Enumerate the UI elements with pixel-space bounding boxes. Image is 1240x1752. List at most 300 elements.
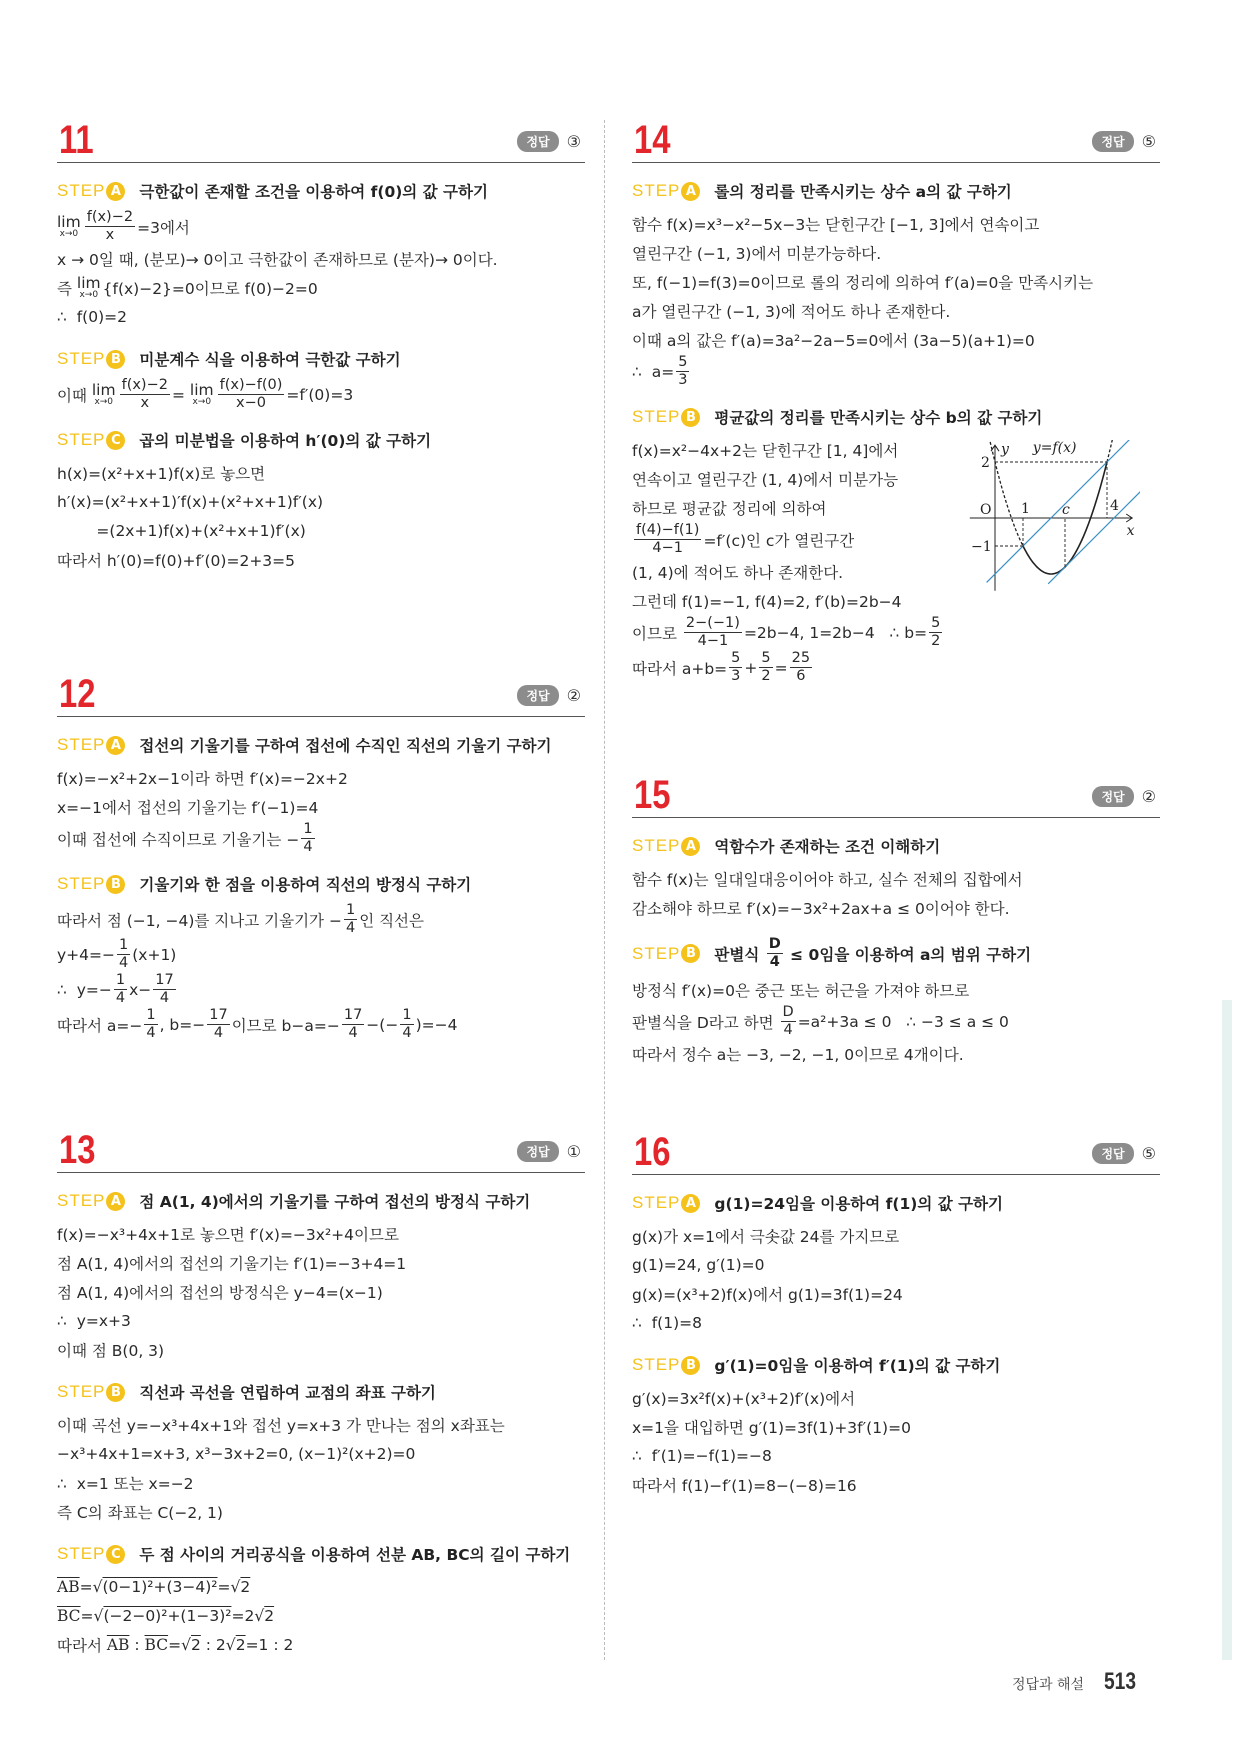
fraction xyxy=(117,937,130,972)
solution-line xyxy=(57,1601,585,1630)
step-title xyxy=(139,429,431,451)
graph-label-x1: 1 xyxy=(1021,501,1030,517)
text-run: ∴ f(0)=2 xyxy=(57,307,127,326)
denominator: 4 xyxy=(783,1022,793,1038)
text-run: x → 0일 때, (분모)→ 0이고 극한값이 존재하므로 (분자)→ 0이다. xyxy=(57,250,498,269)
solution-line xyxy=(57,487,585,516)
solution-line xyxy=(57,1335,585,1364)
answer-badge: 정답 xyxy=(1092,786,1133,807)
solution-line xyxy=(632,493,952,522)
problem-number: 16 xyxy=(634,1130,671,1174)
segment-name: $\overline{BC}$ xyxy=(57,1606,81,1625)
step-heading xyxy=(57,1540,585,1568)
text-run: 하므로 평균값 정리에 의하여 xyxy=(632,499,827,518)
solution-line xyxy=(632,615,952,650)
solution-line xyxy=(632,435,952,464)
solution-line xyxy=(632,650,952,685)
text-run: 직선과 곡선을 연립하여 교점의 좌표 구하기 xyxy=(139,1384,436,1402)
step-letter-icon: C xyxy=(106,1545,125,1564)
text-run: 점 A(1, 4)에서의 기울기를 구하여 접선의 방정식 구하기 xyxy=(139,1193,531,1211)
solution-line xyxy=(632,1441,1160,1470)
fraction xyxy=(85,209,135,244)
solution-line xyxy=(57,1007,585,1042)
step-letter-icon: A xyxy=(106,1192,125,1211)
text-run: : xyxy=(129,1635,145,1654)
step-title xyxy=(139,1381,436,1403)
problem-12 xyxy=(57,672,585,1042)
text-run: g(1)=24임을 이용하여 f(1)의 값 구하기 xyxy=(714,1195,1003,1213)
numerator: f(x)−2 xyxy=(121,377,168,393)
fraction xyxy=(729,650,742,685)
step-label: STEP xyxy=(57,181,106,200)
denominator: x xyxy=(140,395,150,411)
step-heading xyxy=(632,936,1160,971)
denominator: 4−1 xyxy=(697,633,729,649)
denominator: 6 xyxy=(796,668,806,684)
lim-word: lim xyxy=(189,381,214,399)
denominator: 4 xyxy=(345,920,356,936)
step-title xyxy=(139,180,488,202)
text-run: 이므로 xyxy=(632,624,682,643)
fraction xyxy=(767,936,783,971)
text-run: 따라서 h′(0)=f(0)+f′(0)=2+3=5 xyxy=(57,551,296,570)
solution-line xyxy=(57,516,585,545)
step-label: STEP xyxy=(632,1193,681,1212)
fraction xyxy=(781,1004,796,1039)
text-run: 이때 점 B(0, 3) xyxy=(57,1341,165,1360)
numerator: 1 xyxy=(146,1007,156,1023)
step-title xyxy=(139,1190,530,1212)
fraction xyxy=(342,1007,364,1042)
solution-line xyxy=(57,1410,585,1439)
solution-line xyxy=(632,893,1160,922)
numerator: 1 xyxy=(345,902,356,918)
denominator: x−0 xyxy=(236,395,266,411)
step-label: STEP xyxy=(57,1382,106,1401)
graph-label-ym1: −1 xyxy=(971,539,992,555)
step-letter-icon: A xyxy=(681,1194,700,1213)
step-label: STEP xyxy=(632,836,681,855)
solution-line xyxy=(632,1470,1160,1499)
step-label: STEP xyxy=(57,1191,106,1210)
radicand: 2 xyxy=(190,1635,201,1654)
problem-number: 13 xyxy=(59,1128,96,1172)
solution-line xyxy=(632,1412,1160,1441)
numerator: D xyxy=(768,936,781,952)
problem-number: 15 xyxy=(634,773,671,817)
text-run: 함수 f(x)=x³−x²−5x−3는 닫힌구간 [−1, 3]에서 연속이고 xyxy=(632,215,1040,234)
solution-line xyxy=(57,1572,585,1601)
step-heading xyxy=(632,832,1160,860)
text-run: f(x)=−x³+4x+1로 놓으면 f′(x)=−3x²+4이므로 xyxy=(57,1225,399,1244)
step-label: STEP xyxy=(57,1544,106,1563)
solution-line xyxy=(57,1439,585,1468)
problem-number: 11 xyxy=(59,118,94,162)
numerator: 17 xyxy=(155,972,174,988)
step-title xyxy=(139,1543,570,1565)
text-run: =1 : 2 xyxy=(245,1635,294,1654)
denominator: 4 xyxy=(769,954,780,970)
text-run: 따라서 점 (−1, −4)를 지나고 기울기가 − xyxy=(57,911,342,930)
problem-header xyxy=(57,118,585,163)
solution-line xyxy=(632,1279,1160,1308)
text-run: ∴ a= xyxy=(632,362,675,381)
step-heading xyxy=(57,870,585,898)
text-run: ∴ y=− xyxy=(57,980,112,999)
text-run: 곱의 미분법을 이용하여 h′(0)의 값 구하기 xyxy=(139,432,432,450)
step-label: STEP xyxy=(632,1355,681,1374)
graph-label-origin: O xyxy=(980,502,992,518)
text-run: 극한값이 존재할 조건을 이용하여 f(0)의 값 구하기 xyxy=(139,183,488,201)
limit xyxy=(92,382,116,407)
lim-subscript: x→0 xyxy=(192,397,212,407)
answer xyxy=(1092,786,1156,807)
solution-line xyxy=(632,354,1160,389)
solution-line xyxy=(632,522,952,557)
fraction xyxy=(144,1007,157,1042)
solution-line xyxy=(632,586,952,615)
text-run: 이때 곡선 y=−x³+4x+1와 접선 y=x+3 가 만나는 점의 x좌표는 xyxy=(57,1416,505,1435)
step-label: STEP xyxy=(57,349,106,368)
fraction xyxy=(120,377,170,412)
step-block xyxy=(632,936,1160,1068)
solution-line xyxy=(632,557,952,586)
solution-line xyxy=(632,1383,1160,1412)
text-run: 이때 접선에 수직이므로 기울기는 − xyxy=(57,830,300,849)
answer-choice: ⑤ xyxy=(1141,1144,1156,1163)
step-label: STEP xyxy=(632,407,681,426)
text-run: 따라서 정수 a는 −3, −2, −1, 0이므로 4개이다. xyxy=(632,1045,964,1064)
segment-name: $\overline{BC}$ xyxy=(144,1635,169,1654)
square-root xyxy=(231,1578,251,1596)
answer-badge: 정답 xyxy=(517,131,558,152)
step-block xyxy=(632,832,1160,922)
step-label: STEP xyxy=(632,181,681,200)
step-heading xyxy=(57,1378,585,1406)
text-run: 역함수가 존재하는 조건 이해하기 xyxy=(714,838,941,856)
step-letter-icon: A xyxy=(106,182,125,201)
fraction xyxy=(114,972,127,1007)
numerator: 1 xyxy=(402,1007,412,1023)
step-title xyxy=(139,873,471,895)
lim-word: lim xyxy=(76,274,101,292)
text-run: 판별식 xyxy=(714,945,765,964)
text-run: =(2x+1)f(x)+(x²+x+1)f′(x) xyxy=(57,521,306,540)
text-run: 즉 C의 좌표는 C(−2, 1) xyxy=(57,1503,223,1522)
step-heading xyxy=(57,426,585,454)
step-heading xyxy=(632,1189,1160,1217)
text-run: : 2 xyxy=(200,1635,226,1654)
step-heading xyxy=(632,177,1160,205)
numerator: 5 xyxy=(931,615,941,631)
text-run: = xyxy=(80,1606,94,1625)
solution-line xyxy=(632,975,1160,1004)
text-run: f(x)=−x²+2x−1이라 하면 f′(x)=−2x+2 xyxy=(57,769,348,788)
text-run: 열린구간 (−1, 3)에서 미분가능하다. xyxy=(632,244,882,263)
step-block xyxy=(632,1351,1160,1499)
text-run: h(x)=(x²+x+1)f(x)로 놓으면 xyxy=(57,464,266,483)
square-root xyxy=(254,1607,274,1625)
solution-line xyxy=(57,1219,585,1248)
text-run: 기울기와 한 점을 이용하여 직선의 방정식 구하기 xyxy=(139,876,472,894)
text-run: x− xyxy=(129,980,152,999)
step-letter-icon: A xyxy=(681,182,700,201)
answer-badge: 정답 xyxy=(1092,1143,1133,1164)
text-run: 판별식을 D라고 하면 xyxy=(632,1013,779,1032)
problem-16 xyxy=(632,1130,1160,1499)
text-run: = xyxy=(217,1577,231,1596)
limit xyxy=(57,214,81,239)
radicand: 2 xyxy=(235,1635,246,1654)
graph-label-c: c xyxy=(1062,502,1070,518)
problem-header xyxy=(632,118,1160,163)
graph-label-x-axis: x xyxy=(1126,523,1135,539)
answer-choice: ③ xyxy=(566,132,581,151)
step-letter-icon: B xyxy=(106,350,125,369)
segment-name: $\overline{AB}$ xyxy=(57,1577,80,1596)
limit xyxy=(77,275,101,300)
fraction xyxy=(400,1007,413,1042)
text-run: 평균값의 정리를 만족시키는 상수 b의 값 구하기 xyxy=(714,409,1043,427)
text-run: 따라서 a+b= xyxy=(632,659,728,678)
numerator: 2−(−1) xyxy=(685,615,740,631)
text-run: =2 xyxy=(231,1606,255,1625)
denominator: 4 xyxy=(159,990,170,1006)
step-heading xyxy=(57,345,585,373)
square-root xyxy=(181,1636,201,1654)
step-title xyxy=(714,835,940,857)
text-run: (x+1) xyxy=(132,945,177,964)
step-block xyxy=(57,731,585,856)
numerator: 17 xyxy=(343,1007,363,1023)
solution-line xyxy=(632,209,1160,238)
problem-header xyxy=(57,1128,585,1173)
numerator: 25 xyxy=(791,650,811,666)
text-run: y+4=− xyxy=(57,945,115,964)
radicand: 2 xyxy=(264,1606,275,1625)
step-block xyxy=(57,426,585,574)
problem-13 xyxy=(57,1128,585,1659)
page-footer xyxy=(1012,1668,1140,1696)
denominator: 4 xyxy=(303,839,313,855)
text-run: −(− xyxy=(366,1015,399,1034)
text-run: =3에서 xyxy=(137,218,190,237)
text-run: x=−1에서 접선의 기울기는 f′(−1)=4 xyxy=(57,798,319,817)
step-heading xyxy=(632,403,1160,431)
step-title xyxy=(714,1354,1000,1376)
answer-choice: ② xyxy=(566,686,581,705)
solution-line xyxy=(57,273,585,302)
text-run: + xyxy=(744,658,758,677)
fraction xyxy=(301,821,314,856)
text-run: =2b−4, 1=2b−4 ∴ b= xyxy=(743,623,928,642)
answer-badge: 정답 xyxy=(1092,131,1133,152)
numerator: 1 xyxy=(119,937,129,953)
text-run: g(x)가 x=1에서 극솟값 24를 가지므로 xyxy=(632,1227,900,1246)
solution-line xyxy=(57,821,585,856)
step-letter-icon: B xyxy=(106,1383,125,1402)
step-letter-icon: C xyxy=(106,431,125,450)
fraction xyxy=(684,615,742,650)
solution-line xyxy=(632,267,1160,296)
step-heading xyxy=(57,731,585,759)
solution-line xyxy=(632,1004,1160,1039)
problem-header xyxy=(57,672,585,717)
text-run: ∴ f(1)=8 xyxy=(632,1313,702,1332)
step-letter-icon: B xyxy=(106,875,125,894)
numerator: f(x)−f(0) xyxy=(219,377,283,393)
limit xyxy=(190,382,214,407)
text-run: 점 A(1, 4)에서의 접선의 기울기는 f′(1)=−3+4=1 xyxy=(57,1254,407,1273)
denominator: 4 xyxy=(119,955,129,971)
segment-name: $\overline{AB}$ xyxy=(106,1635,130,1654)
solution-line xyxy=(57,792,585,821)
step-letter-icon: B xyxy=(681,408,700,427)
denominator: 4 xyxy=(146,1025,156,1041)
solution-line xyxy=(57,902,585,937)
numerator: 5 xyxy=(731,650,741,666)
solution-line xyxy=(57,458,585,487)
step-block xyxy=(57,177,585,331)
text-run: 또, f(−1)=f(3)=0이므로 롤의 정리에 의하여 f′(a)=0을 만족시키는 xyxy=(632,273,1094,292)
graph-label-y-axis: y xyxy=(1001,441,1009,458)
lim-word: lim xyxy=(57,213,81,231)
step-heading xyxy=(57,1187,585,1215)
answer xyxy=(517,1141,581,1162)
step-block xyxy=(57,345,585,412)
answer-badge: 정답 xyxy=(517,685,558,706)
solution-line xyxy=(57,1468,585,1497)
fraction xyxy=(759,650,772,685)
step-letter-icon: B xyxy=(681,944,700,963)
numerator: 1 xyxy=(115,972,126,988)
text-run: 즉 xyxy=(57,279,77,298)
step-title xyxy=(714,1192,1003,1214)
step-letter-icon: B xyxy=(681,1356,700,1375)
denominator: 4−1 xyxy=(652,540,684,556)
numerator: D xyxy=(782,1004,794,1020)
denominator: 2 xyxy=(931,633,941,649)
solution-line xyxy=(57,1277,585,1306)
solution-line xyxy=(57,209,585,244)
step-letter-icon: A xyxy=(106,736,125,755)
text-run: 따라서 a=− xyxy=(57,1016,143,1035)
solution-line xyxy=(57,302,585,331)
step-heading xyxy=(632,1351,1160,1379)
page-number: 513 xyxy=(1104,1668,1137,1695)
solution-line xyxy=(57,1248,585,1277)
numerator: 5 xyxy=(678,354,688,370)
lim-subscript: x→0 xyxy=(79,290,99,300)
column-divider xyxy=(604,120,605,1660)
fraction xyxy=(676,354,689,389)
step-block xyxy=(632,1189,1160,1337)
square-root xyxy=(94,1607,232,1625)
step-title xyxy=(139,734,551,756)
step-label: STEP xyxy=(57,874,106,893)
step-block xyxy=(57,1378,585,1526)
text-run: 인 직선은 xyxy=(359,911,425,930)
numerator: f(4)−f(1) xyxy=(636,522,700,538)
text-run: 접선의 기울기를 구하여 접선에 수직인 직선의 기울기 구하기 xyxy=(139,737,552,755)
solution-line xyxy=(57,937,585,972)
numerator: 5 xyxy=(761,650,771,666)
lim-word: lim xyxy=(91,381,116,399)
problem-11 xyxy=(57,118,585,574)
step-title xyxy=(714,406,1042,428)
solution-line xyxy=(632,1250,1160,1279)
text-run: g(1)=24, g′(1)=0 xyxy=(632,1255,765,1274)
text-run: 이때 xyxy=(57,386,92,405)
text-run: f(x)=x²−4x+2는 닫힌구간 [1, 4]에서 xyxy=(632,441,899,460)
footer-title: 정답과 해설 xyxy=(1012,1677,1085,1693)
text-run: 그런데 f(1)=−1, f(4)=2, f′(b)=2b−4 xyxy=(632,592,902,611)
solution-line xyxy=(57,244,585,273)
text-run: ∴ y=x+3 xyxy=(57,1311,131,1330)
solution-line xyxy=(632,296,1160,325)
solution-line xyxy=(57,972,585,1007)
text-run: =f′(0)=3 xyxy=(286,385,354,404)
answer-choice: ① xyxy=(566,1142,581,1161)
text-run: 따라서 xyxy=(57,1636,107,1655)
step-block xyxy=(57,870,585,1042)
answer xyxy=(517,685,581,706)
text-run: = xyxy=(171,385,190,404)
text-run: (1, 4)에 적어도 하나 존재한다. xyxy=(632,563,844,582)
solution-line xyxy=(632,864,1160,893)
text-run: {f(x)−2}=0이므로 f(0)−2=0 xyxy=(102,279,318,298)
fraction xyxy=(634,522,701,557)
step-label: STEP xyxy=(57,430,106,449)
text-run: 함수 f(x)는 일대일대응이어야 하고, 실수 전체의 집합에서 xyxy=(632,870,1023,889)
text-run: a가 열린구간 (−1, 3)에 적어도 하나 존재한다. xyxy=(632,302,951,321)
solution-line xyxy=(632,1221,1160,1250)
text-run: 이므로 b−a=− xyxy=(231,1016,340,1035)
denominator: 2 xyxy=(761,668,771,684)
text-run: 감소해야 하므로 f′(x)=−3x²+2ax+a ≤ 0이어야 한다. xyxy=(632,899,1010,918)
solution-line xyxy=(57,1306,585,1335)
solution-line xyxy=(57,763,585,792)
step-block xyxy=(57,1540,585,1659)
page-edge-strip xyxy=(1222,1000,1232,1660)
text-run: h′(x)=(x²+x+1)′f(x)+(x²+x+1)f′(x) xyxy=(57,492,324,511)
step-letter-icon: A xyxy=(681,837,700,856)
text-run: 두 점 사이의 거리공식을 이용하여 선분 AB, BC의 길이 구하기 xyxy=(139,1546,571,1564)
answer-choice: ② xyxy=(1141,787,1156,806)
text-run: 미분계수 식을 이용하여 극한값 구하기 xyxy=(139,351,401,369)
graph-label-y2: 2 xyxy=(981,455,990,471)
square-root xyxy=(226,1636,246,1654)
text-run: = xyxy=(168,1635,182,1654)
mean-value-graph xyxy=(965,440,1140,600)
fraction xyxy=(207,1007,229,1042)
step-label: STEP xyxy=(57,735,106,754)
solution-line xyxy=(57,1497,585,1526)
solution-line xyxy=(632,325,1160,354)
square-root xyxy=(93,1578,218,1596)
fraction xyxy=(929,615,942,650)
solution-line xyxy=(57,377,585,412)
text-run: 따라서 f(1)−f′(1)=8−(−8)=16 xyxy=(632,1476,857,1495)
fraction xyxy=(153,972,175,1007)
numerator: f(x)−2 xyxy=(86,209,134,225)
radicand: 2 xyxy=(240,1577,251,1596)
lim-subscript: x→0 xyxy=(59,229,79,239)
step-label: STEP xyxy=(632,943,681,963)
step-block xyxy=(632,177,1160,389)
text-run: 이때 a의 값은 f′(a)=3a²−2a−5=0에서 (3a−5)(a+1)=0 xyxy=(632,331,1035,350)
denominator: 4 xyxy=(402,1025,412,1041)
